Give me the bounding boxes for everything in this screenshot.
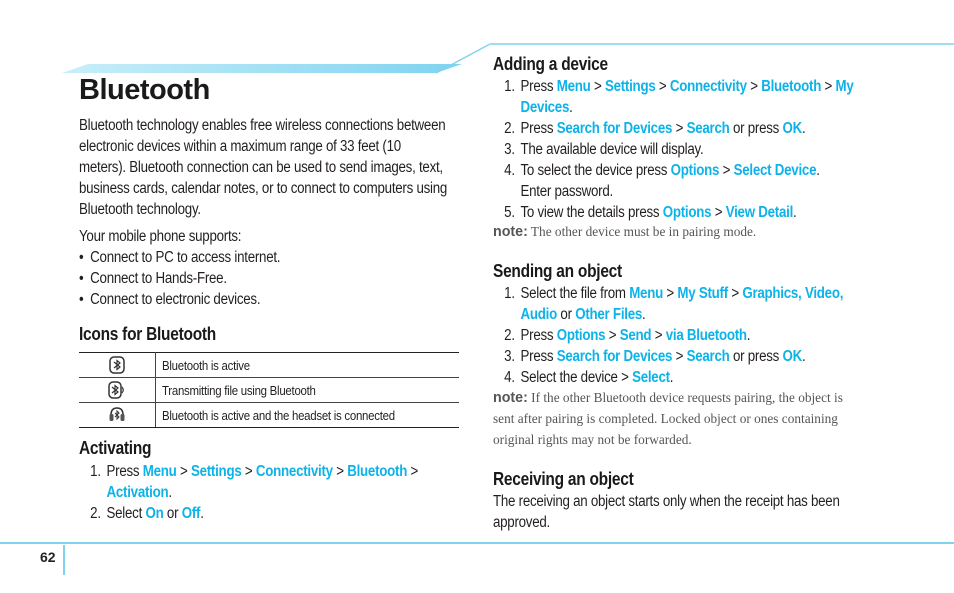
list-item: 4. To select the device press Options > Select Device. Enter password.	[504, 162, 820, 200]
footer-rule	[0, 542, 954, 544]
icon-desc: Transmitting file using Bluetooth	[162, 382, 316, 398]
icons-heading: Icons for Bluetooth	[79, 324, 216, 344]
page-number-divider	[63, 545, 65, 575]
intro-paragraph: Bluetooth technology enables free wireless connections between electronic devices within a maximum range of 33 feet (10 meters). Bluetooth connection can be used to send images, text, business cards, calendar notes, or to connect to computers using Bluetooth technology.	[79, 117, 448, 218]
list-item: 2. Press Options > Send > via Bluetooth.	[504, 327, 751, 344]
icon-desc: Bluetooth is active and the headset is connected	[162, 407, 395, 423]
adding-note: note: The other device must be in pairing mode.	[493, 223, 757, 240]
page-number: 62	[40, 549, 56, 565]
icon-desc: Bluetooth is active	[162, 357, 250, 373]
list-item: • Connect to PC to access internet.	[79, 247, 447, 268]
list-item: 5. To view the details press Options > View Detail.	[504, 204, 797, 221]
icons-table	[79, 352, 459, 428]
table-row	[79, 403, 459, 428]
supports-list	[79, 247, 447, 310]
list-item: 1. Press Menu > Settings > Connectivity > Bluetooth > Activation.	[90, 463, 419, 501]
list-item: • Connect to electronic devices.	[79, 289, 447, 310]
header-band	[0, 0, 954, 80]
list-item: • Connect to Hands-Free.	[79, 268, 447, 289]
sending-note: note: If the other Bluetooth device requests pairing, the object is sent after pairing is completed. Locked object or ones containing original rights may not be forwarded.	[493, 389, 843, 448]
list-item: 3. Press Search for Devices > Search or press OK.	[504, 348, 806, 365]
list-item: 1. Select the file from Menu > My Stuff > Graphics, Video, Audio or Other Files.	[504, 285, 844, 323]
table-row	[79, 378, 459, 403]
sending-steps	[493, 283, 871, 388]
list-item: 2. Select On or Off.	[90, 505, 204, 522]
bluetooth-transmitting-icon	[108, 381, 126, 399]
bluetooth-active-icon	[109, 356, 125, 374]
receiving-paragraph: The receiving an object starts only when the receipt has been approved.	[493, 493, 840, 531]
bluetooth-headset-icon	[108, 406, 126, 424]
supports-label: Your mobile phone supports:	[79, 228, 242, 245]
page-title: Bluetooth	[79, 74, 210, 106]
list-item: 3. The available device will display.	[504, 141, 704, 158]
adding-steps	[493, 76, 871, 223]
supports-block	[79, 226, 447, 310]
list-item: 2. Press Search for Devices > Search or press OK.	[504, 120, 806, 137]
table-row	[79, 353, 459, 378]
adding-heading: Adding a device	[493, 54, 608, 74]
list-item: 4. Select the device > Select.	[504, 369, 674, 386]
activating-heading: Activating	[79, 438, 152, 458]
activating-steps	[79, 461, 447, 524]
list-item: 1. Press Menu > Settings > Connectivity > Bluetooth > My Devices.	[504, 78, 854, 116]
sending-heading: Sending an object	[493, 261, 622, 281]
receiving-heading: Receiving an object	[493, 469, 634, 489]
